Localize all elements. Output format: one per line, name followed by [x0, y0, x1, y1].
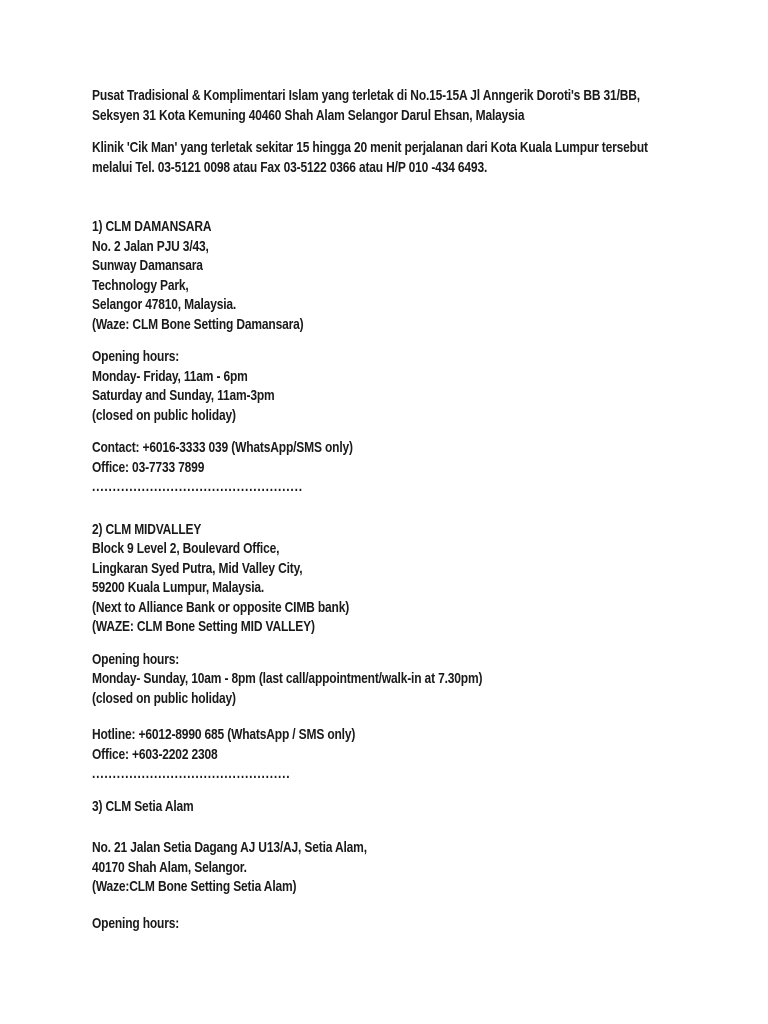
text-line: Lingkaran Syed Putra, Mid Valley City, [92, 559, 303, 577]
text-line: Contact: +6016-3333 039 (WhatsApp/SMS only) [92, 439, 353, 456]
text-line: Opening hours: [92, 650, 180, 668]
text-line: melalui Tel. 03-5121 0098 atau Fax 03-5122 0366 atau H/P 010 -434 6493. [92, 158, 488, 176]
text-line: Monday- Friday, 11am - 6pm [92, 367, 248, 385]
section-heading: 1) CLM DAMANSARA [92, 218, 212, 235]
text-line: Technology Park, [92, 276, 189, 294]
text-line: 59200 Kuala Lumpur, Malaysia. [92, 579, 265, 596]
text-line: (Next to Alliance Bank or opposite CIMB bank) [92, 598, 350, 616]
text-line: No. 2 Jalan PJU 3/43, [92, 237, 209, 255]
text-line: Opening hours: [92, 914, 180, 932]
section-heading: 3) CLM Setia Alam [92, 797, 194, 815]
paragraph [92, 217, 764, 334]
text-line: 40170 Shah Alam, Selangor. [92, 858, 247, 876]
paragraph [92, 138, 764, 177]
paragraph [92, 650, 764, 709]
paragraph [92, 914, 764, 934]
section-heading: 2) CLM MIDVALLEY [92, 520, 202, 538]
text-line: (Waze: CLM Bone Setting Damansara) [92, 315, 304, 333]
text-line: Hotline: +6012-8990 685 (WhatsApp / SMS only) [92, 726, 356, 743]
paragraph [92, 838, 764, 897]
paragraph [92, 347, 764, 425]
text-line: Opening hours: [92, 348, 180, 365]
paragraph [92, 86, 764, 125]
paragraph [92, 438, 764, 497]
text-line: Block 9 Level 2, Boulevard Office, [92, 540, 280, 557]
text-line: (Waze:CLM Bone Setting Setia Alam) [92, 878, 297, 895]
document-text [92, 86, 764, 946]
text-line: (closed on public holiday) [92, 406, 236, 424]
text-line: Office: 03-7733 7899 [92, 458, 205, 476]
text-line: (closed on public holiday) [92, 689, 236, 707]
text-line: Sunway Damansara [92, 257, 203, 274]
text-line: Monday- Sunday, 10am - 8pm (last call/appointment/walk-in at 7.30pm) [92, 670, 483, 687]
text-line: Office: +603-2202 2308 [92, 745, 218, 763]
text-line: Pusat Tradisional & Komplimentari Islam yang terletak di No.15-15A Jl Anngerik Doroti's BB 31/BB, [92, 87, 640, 104]
paragraph [92, 725, 764, 784]
text-line: Seksyen 31 Kota Kemuning 40460 Shah Alam Selangor Darul Ehsan, Malaysia [92, 106, 525, 124]
paragraph [92, 797, 764, 817]
text-line: Klinik 'Cik Man' yang terletak sekitar 15 hingga 20 menit perjalanan dari Kota Kuala Lumpur tersebut [92, 139, 648, 156]
text-line: Saturday and Sunday, 11am-3pm [92, 387, 275, 404]
text-line: No. 21 Jalan Setia Dagang AJ U13/AJ, Setia Alam, [92, 839, 367, 856]
dotted-separator: ................................................ [92, 765, 291, 782]
text-line: Selangor 47810, Malaysia. [92, 296, 237, 313]
dotted-separator: ................................................... [92, 478, 303, 495]
paragraph [92, 520, 764, 637]
text-line: (WAZE: CLM Bone Setting MID VALLEY) [92, 618, 315, 635]
